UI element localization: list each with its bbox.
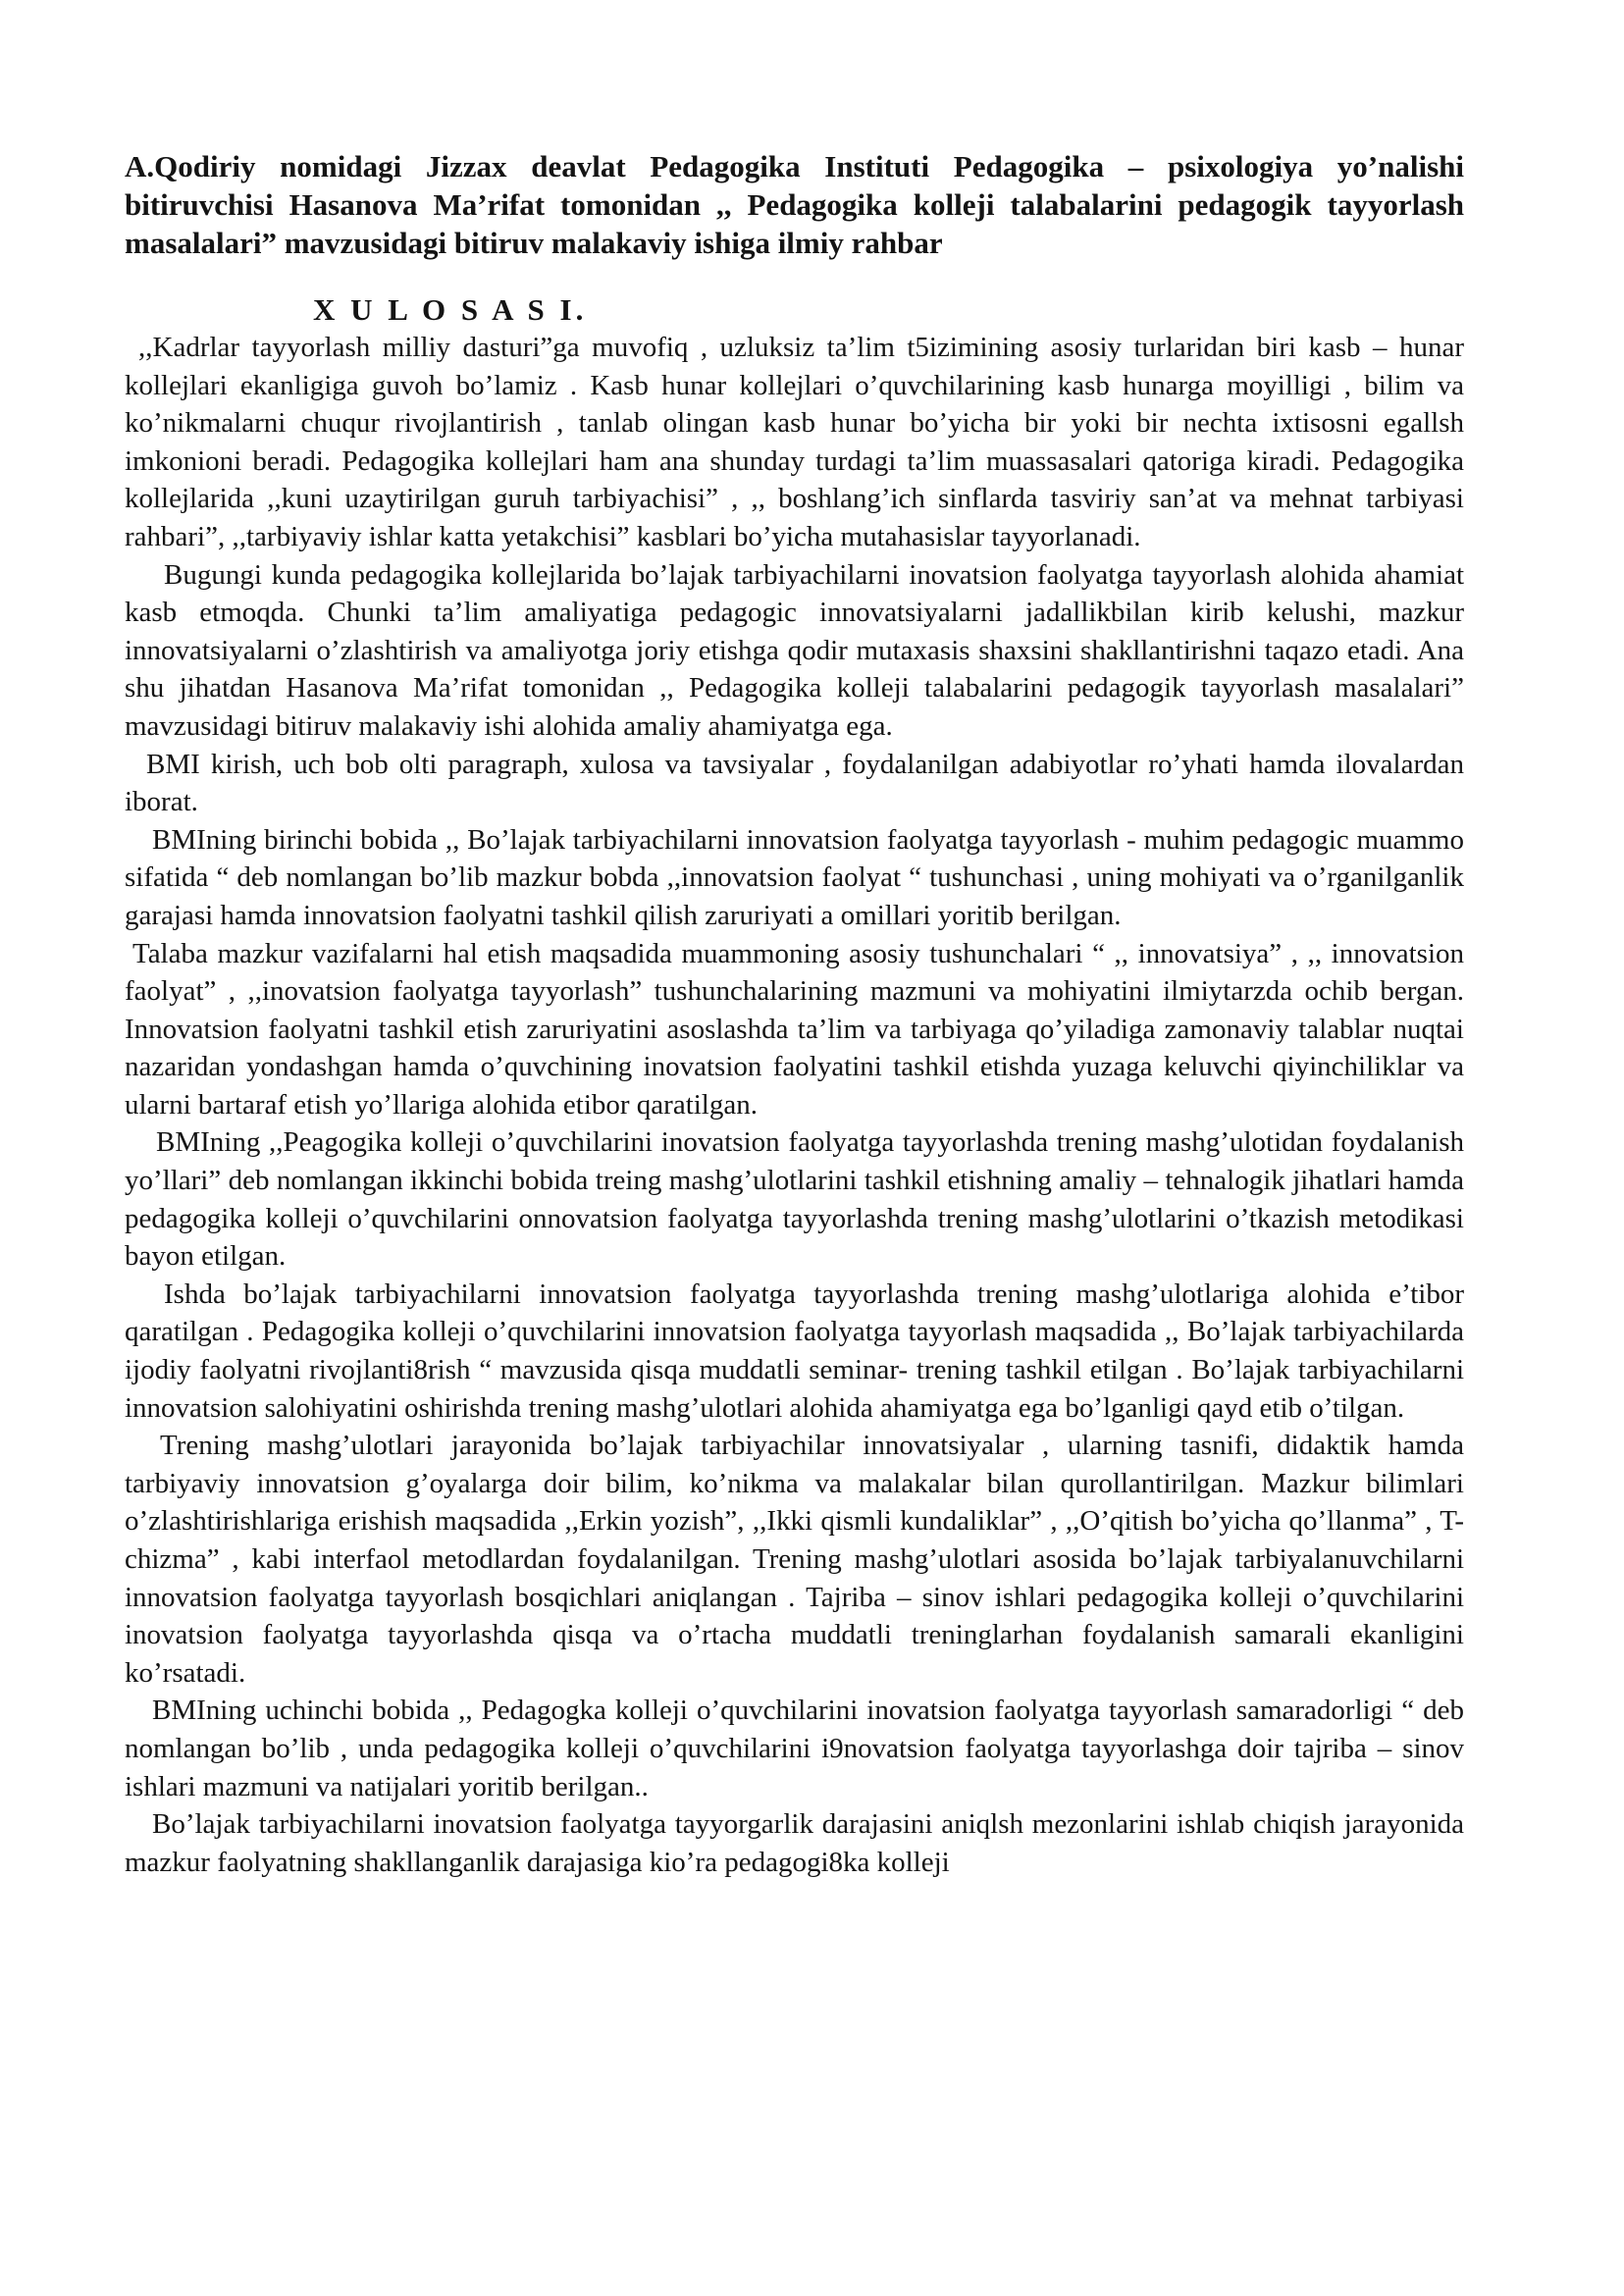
paragraph: BMIning uchinchi bobida ,, Pedagogka kolleji o’quvchilarini inovatsion faolyatga tayyorlash samaradorligi “ deb nomlangan bo’lib , unda pedagogika kolleji o’quvchilarini i9novatsion faolyatga tayyorlashga doir tajriba – sinov ishlari mazmuni va natijalari yoritib berilgan.. (125, 1695, 1464, 1802)
paragraph: Trening mashg’ulotlari jarayonida bo’lajak tarbiyachilar innovatsiyalar , ularning tasnifi, didaktik hamda tarbiyaviy innovatsion g’oyalarga doir bilim, ko’nikma va malakalar bilan qurollantirilgan. Mazkur bilimlari o’zlashtirishlariga erishish maqsadida ,,Erkin yozish”, ,,Ikki qismli kundaliklar” , ,,O’qitish bo’yicha qo’llanma” , T-chizma” , kabi interfaol metodlardan foydalanilgan. Trening mashg’ulotlari asosida bo’lajak tarbiyalanuvchilarni innovatsion faolyatga tayyorlash bosqichlari aniqlangan . Tajriba – sinov ishlari pedagogika kolleji o’quvchilarini inovatsion faolyatga tayyorlashda qisqa va o’rtacha muddatli treninglarhan foydalanish samarali ekanligini ko’rsatadi. (125, 1430, 1464, 1689)
paragraph: Bugungi kunda pedagogika kollejlarida bo’lajak tarbiyachilarni inovatsion faolyatga tayyorlash alohida ahamiat kasb etmoqda. Chunki ta’lim amaliyatiga pedagogic innovatsiyalarni jadallikbilan kirib kelushi, mazkur innovatsiyalarni o’zlashtirish va amaliyotga joriy etishga qodir mutaxasis shaxsini shakllantirishni taqazo etadi. Ana shu jihatdan Hasanova Ma’rifat tomonidan ,, Pedagogika kolleji talabalarini pedagogik tayyorlash masalalari” mavzusidagi bitiruv malakaviy ishi alohida amaliy ahamiyatga ega. (125, 558, 1464, 742)
paragraph: BMIning ,,Peagogika kolleji o’quvchilarini inovatsion faolyatga tayyorlashda trening mashg’ulotidan foydalanish yo’llari” deb nomlangan ikkinchi bobida treing mashg’ulotlarini tashkil etishning amaliy – tehnalogik jihatlari hamda pedagogika kolleji o’quvchilarini onnovatsion faolyatga tayyorlashda trening mashg’ulotlarini o’tkazish metodikasi bayon etilgan. (125, 1126, 1464, 1273)
paragraph: Ishda bo’lajak tarbiyachilarni innovatsion faolyatga tayyorlashda trening mashg’ulotlariga alohida e’tibor qaratilgan . Pedagogika kolleji o’quvchilarini innovatsion faolyatga tayyorlash maqsadida ,, Bo’lajak tarbiyachilarda ijodiy faolyatni rivojlanti8rish “ mavzusida qisqa muddatli seminar- trening tashkil etilgan . Bo’lajak tarbiyachilarni innovatsion salohiyatini oshirishda trening mashg’ulotlari alohida ahamiyatga ega bo’lganligi qayd etib o’tilgan. (125, 1278, 1464, 1424)
document-body (125, 329, 1464, 1881)
paragraph: ,,Kadrlar tayyorlash milliy dasturi”ga muvofiq , uzluksiz ta’lim t5izimining asosiy turlaridan biri kasb – hunar kollejlari ekanligiga guvoh bo’lamiz . Kasb hunar kollejlari o’quvchilarining kasb hunarga moyilligi , bilim va ko’nikmalarni chuqur rivojlantirish , tanlab olingan kasb hunar bo’yicha bir yoki bir nechta ixtisosni egallsh imkonioni beradi. Pedagogika kollejlari ham ana shunday turdagi ta’lim muassasalari qatoriga kiradi. Pedagogika kollejlarida ,,kuni uzaytirilgan guruh tarbiyachisi” , ,, boshlang’ich sinflarda tasviriy san’at va mehnat tarbiyasi rahbari”, ,,tarbiyaviy ishlar katta yetakchisi” kasblari bo’yicha mutahasislar tayyorlanadi. (125, 332, 1464, 552)
paragraph: Talaba mazkur vazifalarni hal etish maqsadida muammoning asosiy tushunchalari “ ,, innovatsiya” , ,, innovatsion faolyat” , ,,inovatsion faolyatga tayyorlash” tushunchalarining mazmuni va mohiyatini ilmiytarzda ochib bergan. Innovatsion faolyatni tashkil etish zaruriyatini asoslashda ta’lim va tarbiyaga qo’yiladiga zamonaviy talablar nuqtai nazaridan yondashgan hamda o’quvchining inovatsion faolyatini tashkil etishda yuzaga keluvchi qiyinchiliklar va ularni bartaraf etish yo’llariga alohida etibor qaratilgan. (125, 937, 1464, 1121)
document-header: A.Qodiriy nomidagi Jizzax deavlat Pedagogika Instituti Pedagogika – psixologiya yo’nalishi bitiruvchisi Hasanova Ma’rifat tomonidan ,, Pedagogika kolleji talabalarini pedagogik tayyorlash masalalari” mavzusidagi bitiruv malakaviy ishiga ilmiy rahbar (125, 149, 1464, 260)
document-page (125, 147, 1464, 1881)
paragraph: Bo’lajak tarbiyachilarni inovatsion faolyatga tayyorgarlik darajasini aniqlsh mezonlarini ishlab chiqish jarayonida mazkur faolyatning shakllanganlik darajasiga kio’ra pedagogi8ka kolleji (125, 1808, 1464, 1878)
document-title: X U L O S A S I. (313, 292, 588, 327)
paragraph: BMIning birinchi bobida ,, Bo’lajak tarbiyachilarni innovatsion faolyatga tayyorlash - muhim pedagogic muammo sifatida “ deb nomlangan bo’lib mazkur bobda ,,innovatsion faolyat “ tushunchasi , uning mohiyati va o’rganilganlik garajasi hamda innovatsion faolyatni tashkil qilish zaruriyati a omillari yoritib berilgan. (125, 823, 1464, 931)
paragraph: BMI kirish, uch bob olti paragraph, xulosa va tavsiyalar , foydalanilgan adabiyotlar ro’yhati hamda ilovalardan iborat. (125, 748, 1464, 818)
